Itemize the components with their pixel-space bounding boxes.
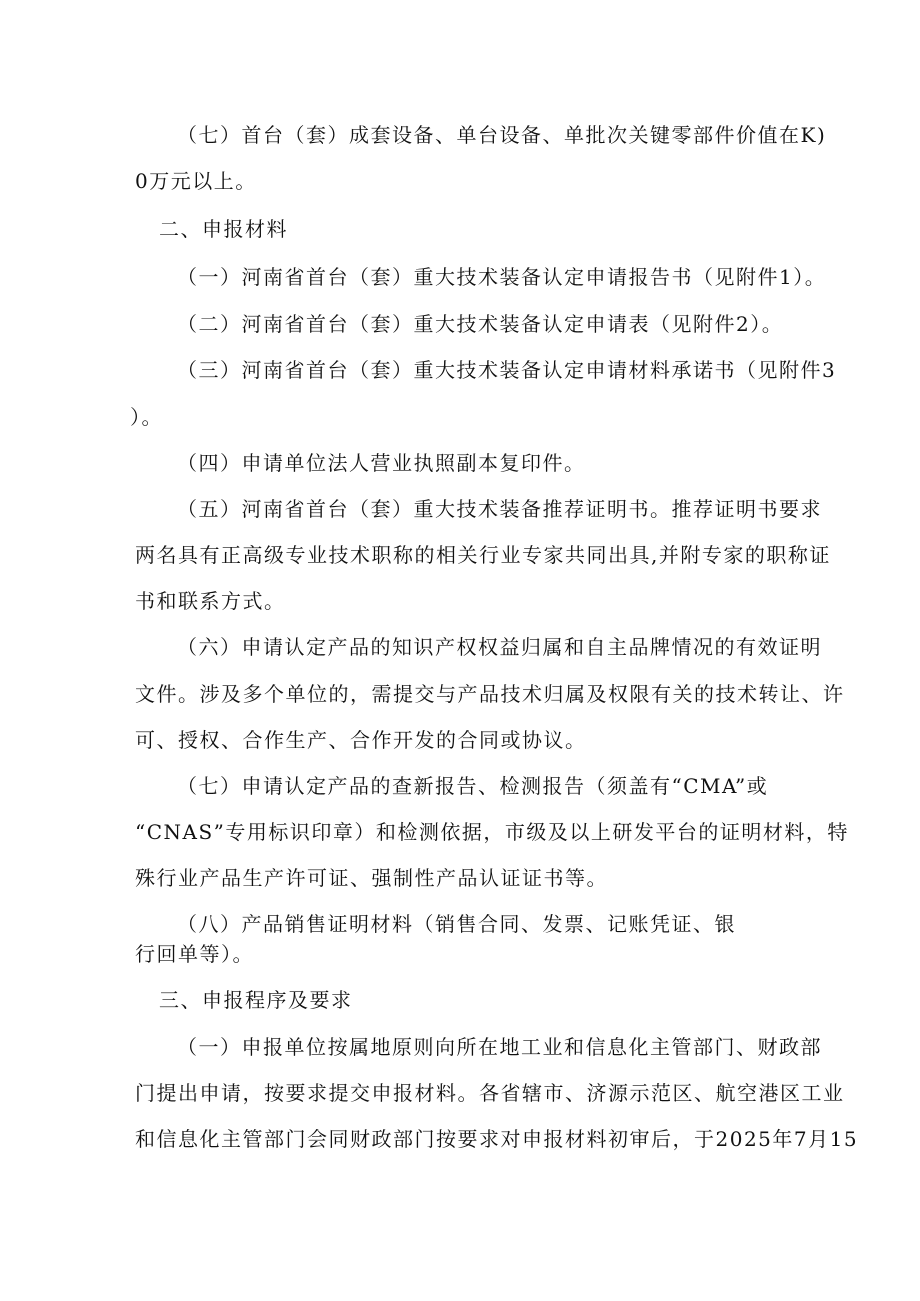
text-line: （三）河南省首台（套）重大技术装备认定申请材料承诺书（见附件3	[177, 358, 837, 382]
text-line: 文件。涉及多个单位的，需提交与产品技术归属及权限有关的技术转让、许	[135, 682, 845, 706]
text-line: （一）申报单位按属地原则向所在地工业和信息化主管部门、财政部	[177, 1035, 822, 1059]
text-line: 两名具有正高级专业技术职称的相关行业专家共同出具,并附专家的职称证	[135, 543, 831, 567]
text-line: （四）申请单位法人营业执照副本复印件。	[177, 451, 586, 475]
text-line: 殊行业产品生产许可证、强制性产品认证证书等。	[135, 866, 608, 890]
text-line: （七）申请认定产品的查新报告、检测报告（须盖有“CMA”或	[177, 774, 769, 798]
text-line: 门提出申请，按要求提交申报材料。各省辖市、济源示范区、航空港区工业	[135, 1081, 845, 1105]
text-line: “CNAS”专用标识印章）和检测依据，市级及以上研发平台的证明材料，特	[135, 820, 849, 844]
section-heading: 三、申报程序及要求	[159, 988, 353, 1012]
text-line: （六）申请认定产品的知识产权权益归属和自主品牌情况的有效证明	[177, 635, 822, 659]
text-line: 可、授权、合作生产、合作开发的合同或协议。	[135, 728, 587, 752]
section-heading: 二、申报材料	[159, 217, 288, 241]
text-line: （八）产品销售证明材料（销售合同、发票、记账凭证、银	[177, 912, 736, 936]
text-line: ）。	[130, 405, 163, 429]
text-line: （七）首台（套）成套设备、单台设备、单批次关键零部件价值在K)	[177, 123, 827, 147]
text-line: 和信息化主管部门会同财政部门按要求对申报材料初审后，于2025年7月15	[135, 1127, 859, 1151]
text-line: （二）河南省首台（套）重大技术装备认定申请表（见附件2）。	[177, 312, 784, 336]
text-line: 行回单等）。	[135, 942, 254, 966]
text-line: （一）河南省首台（套）重大技术装备认定申请报告书（见附件1）。	[177, 265, 827, 289]
text-line: 0万元以上。	[135, 169, 257, 193]
text-line: （五）河南省首台（套）重大技术装备推荐证明书。推荐证明书要求	[177, 497, 822, 521]
text-line: 书和联系方式。	[135, 589, 286, 613]
